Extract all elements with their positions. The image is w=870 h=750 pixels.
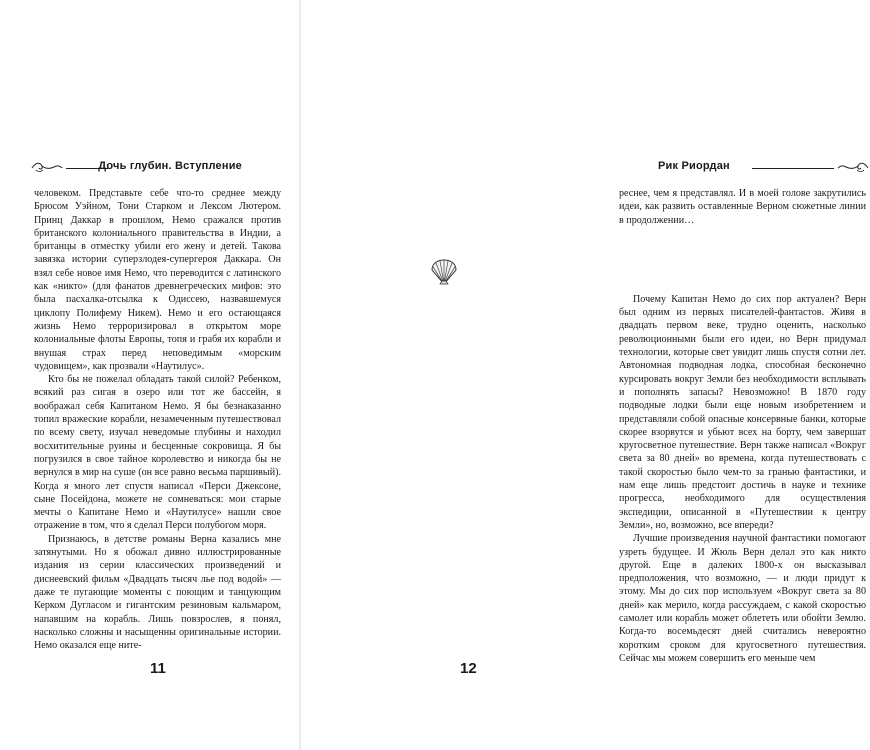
right-page (300, 0, 866, 750)
paragraph: Лучшие произведения научной фантастики помогают узреть будущее. И Жюль Верн делал это как никто другой. Еще в далеких 1800-х он высказывал предположения, что возможно, — и люди придут к этому. Мы до сих пор используем «Вокруг света за 80 дней» как мерило, когда рассуждаем, с какой скоростью самолет или корабль может облететь или обойти Землю. Когда-то восемьдесят дней считались невероятно коротким сроком для кругосветного путешествия. Сейчас мы можем совершить его меньше чем (619, 533, 866, 664)
ornament-spacer (619, 227, 866, 293)
paragraph: Почему Капитан Немо до сих пор актуален? Верн был одним из первых писателей-фантастов. Живя в двадцать первом веке, трудно оценить, насколько революционными были его идеи, но Верн придумал технологии, которые свет увидит лишь спустя сотни лет. Автономная подводная лодка, способная бесконечно курсировать вокруг Земли без необходимости всплывать и пополнять запасы? Невозможно! В 1870 году подводные лодки были еще новым изобретением и представляли собой опасные консервные банки, которые скорее взорвутся и убьют всех на борту, чем завершат кругосветное путешествие. Верн также написал «Вокруг света за 80 дней» во времена, когда путешествовать с такой скоростью было чем-то за гранью фантастики, и нам еще лишь предстоит достичь в науке и технике прогресса, необходимого для осуществления экспедиции, описанной в «Путешествии к центру Земли», но, возможно, все впереди? (619, 293, 866, 531)
left-page (0, 0, 300, 750)
paragraph: человеком. Представьте себе что-то среднее между Брюсом Уэйном, Тони Старком и Лексом Лютером. Принц Даккар в прошлом, Немо сражался против британского колониального правительства в Индии, а британцы в отместку убили его жену и детей. Такова завязка истории суперзлодея-супергероя Даккара. Он взял себе новое имя Немо, что переводится с латинского как «никто» (для фанатов древнегреческих мифов: это была пасхалка-отсылка к Одиссею, назвавшемуся циклопу Полифему Никем). Немо и его остающаяся жизнь Немо терроризировал в открытом море колониальные флоты Европы, топя и грабя их корабли и внушая страх перед неповедимым «морским чудовищем», как прозвали «Наутилус». (34, 188, 281, 372)
running-head-title: Рик Риордан (658, 160, 730, 172)
page-number: 11 (150, 660, 166, 677)
left-running-header (30, 160, 284, 176)
flourish-ornament-icon (836, 160, 870, 174)
page-number: 12 (460, 660, 477, 677)
right-body-text (619, 187, 866, 665)
paragraph: Признаюсь, в детстве романы Верна казались мне затянутыми. Но я обожал дивно иллюстрированные издания из серии классических произведений и диснеевский фильм «Двадцать тысяч лье под водой» — даже те пугающие моменты с поющим и танцующим Керком Дугласом и гигантским резиновым кальмаром, напавшим на корабль. Лишь повзрослев, я понял, насколько сложны и насыщенны оригинальные истории. Немо оказался еще ните- (34, 533, 281, 652)
scallop-shell-icon (428, 258, 460, 286)
left-body-text (34, 187, 281, 652)
flourish-ornament-icon (30, 160, 64, 174)
header-rule (752, 168, 834, 169)
running-head-title: Дочь глубин. Вступление (98, 160, 242, 172)
paragraph: реснее, чем я представлял. И в моей голове закрутились идеи, как развить оставленные Верном сюжетные линии в продолжении… (619, 188, 866, 226)
right-running-header (616, 160, 870, 176)
paragraph: Кто бы не пожелал обладать такой силой? Ребенком, всякий раз сигая в озеро или тот же бассейн, я воображал себя Капитаном Немо. Я бы безнаказанно топил вражеские корабли, незамеченным путешествовал по всему свету, изучал неведомые глубины и находил восхитительные руины и бесценные сокровища. Я бы погрузился в свое тайное королевство и никогда бы не вернулся в мир на суше (он все равно весьма паршивый). Когда я много лет спустя написал «Перси Джексоне, сыне Посейдона, можете не сомневаться: мои старые мечты о Капитане Немо и «Наутилусе» нашли свое отражение в том, что я сделал Перси полубогом моря. (34, 374, 281, 532)
